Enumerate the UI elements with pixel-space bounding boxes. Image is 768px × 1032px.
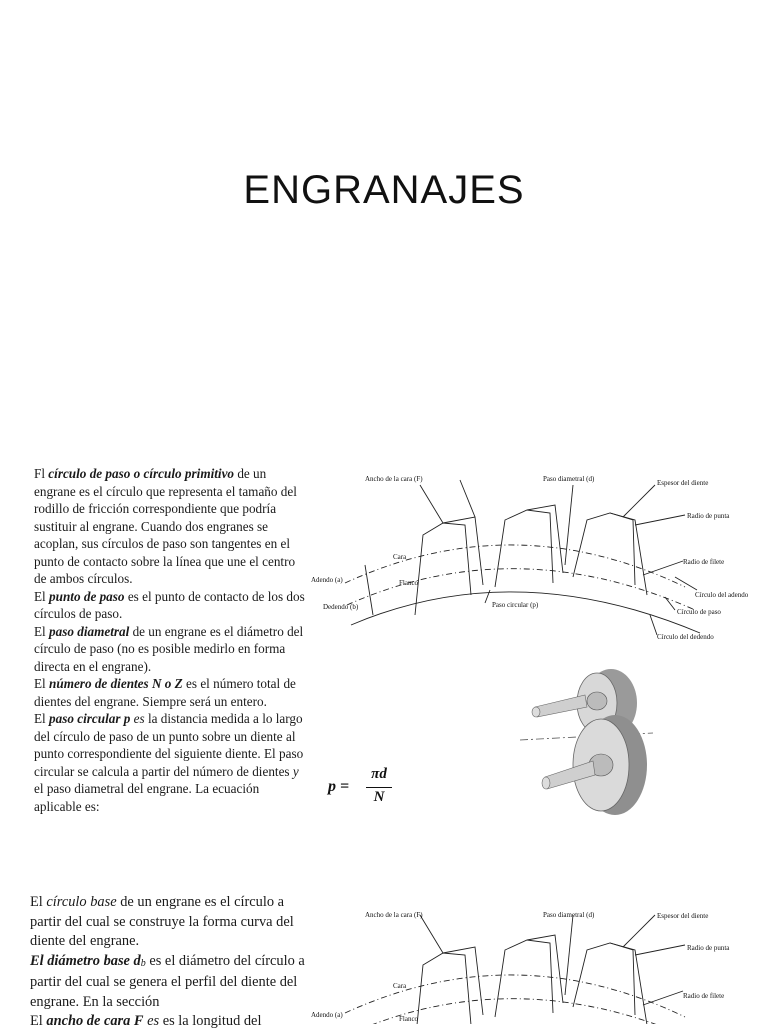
definitions-text-block (34, 465, 306, 815)
gear-tooth (495, 510, 553, 587)
label-circulo-paso: Círculo de paso (677, 608, 721, 616)
term-circulo-de-paso: círculo de paso o círculo primitivo (48, 466, 235, 481)
label-circulo-dedendo: Círculo del dedendo (657, 633, 714, 641)
leader-line (565, 485, 573, 565)
text-run: de un engrane es el círculo que representa el tamaño del rodillo de fricción correspondiente que podría sustituir al engrane. Cuando dos engranes se acoplan, sus círculos de paso son tangentes en el punto de contacto sobre la línea que une el centro de ambos círculos. (34, 466, 297, 586)
base-circle-text-block (30, 893, 306, 1032)
label-ancho-cara: Ancho de la cara (F) (365, 475, 423, 483)
text-run: de un engrane es el diámetro del círculo de paso (no es posible medirlo en forma directa en el engrane). (34, 623, 304, 674)
term-circulo-base: círculo base (46, 894, 117, 910)
text-run: es el número total de dientes del engrane. Siempre será un entero. (34, 676, 296, 709)
subscript-b: b (140, 957, 146, 969)
paragraph-circulo-base (30, 893, 306, 952)
paragraph-punto-de-paso (34, 588, 306, 623)
paragraph-diametro-base (30, 952, 306, 1013)
large-gear (542, 715, 647, 815)
term-punto-de-paso: punto de paso (49, 588, 125, 604)
dedendum-circle (351, 592, 700, 633)
meshing-gears-illustration (515, 665, 655, 820)
label-espesor-diente: Espesor del diente (657, 479, 709, 487)
term-diametro-base: diámetro base d (47, 952, 141, 969)
text-run: la distancia medida a lo largo del círculo de paso de un punto sobre un diente al punto correspondiente del siguiente diente. El paso circular se calcula a partir del número de dientes (34, 711, 304, 779)
slide-title: ENGRANAJES (243, 168, 525, 212)
leader-line (420, 915, 443, 953)
label-flanco: Flanco (399, 1015, 419, 1023)
text-run: El (30, 952, 48, 969)
formula-fraction-bar (366, 787, 392, 788)
leader-line (623, 915, 655, 947)
paragraph-paso-diametral (34, 623, 306, 676)
text-run: El (34, 711, 50, 726)
gear-tooth-diagram-bottom (305, 895, 768, 1024)
formula-denominator: N (373, 789, 385, 805)
gear-tooth (495, 940, 553, 1017)
gear-tooth (573, 943, 635, 1015)
text-run: el paso diametral del engrane. La ecuación aplicable es: (34, 781, 260, 814)
label-dedendo: Dedendo (b) (323, 603, 359, 611)
label-adendo: Adendo (a) (311, 576, 343, 584)
text-run: y (292, 763, 299, 779)
text-run: es el diámetro del círculo a partir del cual se genera el perfil del diente del engrane. En la sección (30, 952, 305, 1010)
label-cara: Cara (393, 982, 407, 990)
leader-line (420, 485, 443, 523)
leader-line (643, 991, 683, 1005)
text-run: Fl (34, 466, 49, 481)
gear-tooth (443, 517, 483, 585)
leader-line (665, 597, 675, 610)
leader-line (623, 485, 655, 517)
text-run: El (30, 894, 47, 910)
label-ancho-cara: Ancho de la cara (F) (365, 911, 423, 919)
leader-line (635, 515, 685, 525)
label-radio-filete: Radio de filete (683, 992, 725, 1000)
gear-tooth (573, 513, 635, 585)
label-paso-diametral: Paso diametral (d) (543, 475, 595, 483)
paragraph-numero-dientes (34, 675, 306, 710)
text-run: de un engrane es el círculo a partir del cual se construye la forma curva del diente del engrane. (30, 894, 294, 949)
formula-lhs: p = (328, 778, 350, 795)
gear-tooth (527, 935, 563, 1003)
leader-line (650, 615, 657, 635)
text-run: es el punto de contacto de los dos círculos de paso. (34, 588, 305, 621)
text-run: El (34, 676, 50, 691)
text-run: El (34, 588, 50, 604)
paragraph-ancho-cara: El ancho de cara F es es la longitud del (30, 1013, 262, 1029)
text-run: El (34, 623, 50, 639)
gear-tooth (527, 505, 563, 573)
label-radio-punta: Radio de punta (687, 512, 730, 520)
label-paso-diametral: Paso diametral (d) (543, 911, 595, 919)
label-radio-punta: Radio de punta (687, 944, 730, 952)
term-paso-circular: paso circular p (49, 711, 131, 726)
gear-tooth (443, 947, 483, 1015)
formula-numerator: πd (371, 766, 387, 782)
label-flanco: Flanco (399, 579, 419, 587)
leader-line (675, 577, 697, 590)
term-ancho-cara: ancho de cara F (46, 1013, 144, 1029)
leader-line (565, 915, 573, 995)
leader-line (485, 590, 490, 603)
leader-line (460, 480, 475, 517)
gear-tooth (415, 953, 471, 1024)
label-espesor-diente: Espesor del diente (657, 912, 709, 920)
text-run: El (30, 1013, 47, 1029)
label-paso-circular: Paso circular (p) (492, 601, 539, 609)
paragraph-circulo-de-paso (34, 465, 306, 588)
term-paso-diametral: paso diametral (49, 623, 130, 639)
term-numero-dientes: número de dientes N o Z (49, 676, 183, 691)
label-cara: Cara (393, 553, 407, 561)
gear-tooth (610, 513, 647, 595)
label-adendo: Adendo (a) (311, 1011, 343, 1019)
text-run: es la longitud del (159, 1013, 262, 1029)
circular-pitch-formula (328, 766, 408, 806)
text-run: es (130, 711, 145, 726)
leader-line (643, 561, 683, 575)
gear-tooth-diagram (305, 465, 768, 650)
leader-line (635, 945, 685, 955)
paragraph-paso-circular (34, 710, 306, 815)
label-radio-filete: Radio de filete (683, 558, 725, 566)
label-circulo-adendo: Círculo del adendo (695, 591, 749, 599)
